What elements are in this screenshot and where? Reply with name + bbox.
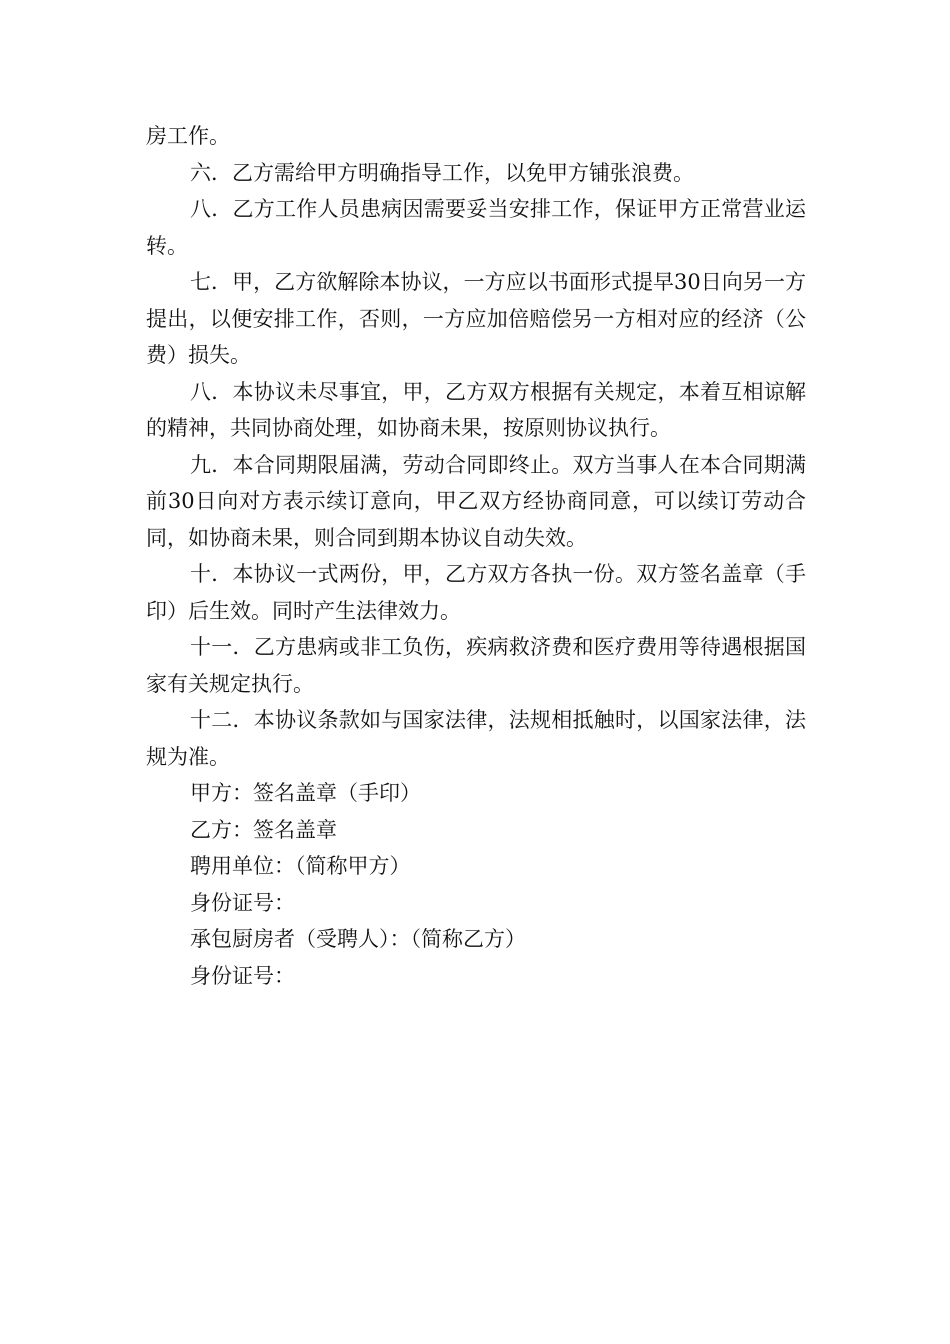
clause-12: 十二．本协议条款如与国家法律，法规相抵触时，以国家法律，法规为准。 (146, 708, 806, 769)
clause-8a: 八．乙方工作人员患病因需要妥当安排工作，保证甲方正常营业运转。 (146, 197, 806, 258)
party-a-signature-line: 甲方：签名盖章（手印） (190, 781, 421, 805)
clause-6: 六．乙方需给甲方明确指导工作，以免甲方铺张浪费。 (190, 160, 694, 185)
clause-10: 十．本协议一式两份，甲，乙方双方各执一份。双方签名盖章（手印）后生效。同时产生法律效力。 (146, 562, 806, 623)
paragraph-continuation: 房工作。 (146, 124, 230, 148)
document-body (146, 118, 806, 994)
clause-11: 十一．乙方患病或非工负伤，疾病救济费和医疗费用等待遇根据国家有关规定执行。 (146, 635, 806, 696)
contractor-id-line: 身份证号： (190, 963, 295, 988)
clause-9: 九．本合同期限届满，劳动合同即终止。双方当事人在本合同期满前30日向对方表示续订意向，甲乙双方经协商同意，可以续订劳动合同，如协商未果，则合同到期本协议自动失效。 (146, 452, 806, 550)
employer-line: 聘用单位：（简称甲方） (190, 854, 411, 878)
employer-id-line: 身份证号： (190, 890, 295, 915)
clause-8b: 八．本协议未尽事宜，甲，乙方双方根据有关规定，本着互相谅解的精神，共同协商处理，如协商未果，按原则协议执行。 (146, 379, 806, 440)
contractor-line: 承包厨房者（受聘人）：（简称乙方） (190, 927, 526, 951)
party-b-signature-line: 乙方：签名盖章 (190, 817, 337, 842)
clause-7: 七．甲，乙方欲解除本协议，一方应以书面形式提早30日向另一方提出，以便安排工作，否则，一方应加倍赔偿另一方相对应的经济（公费）损失。 (146, 270, 806, 367)
